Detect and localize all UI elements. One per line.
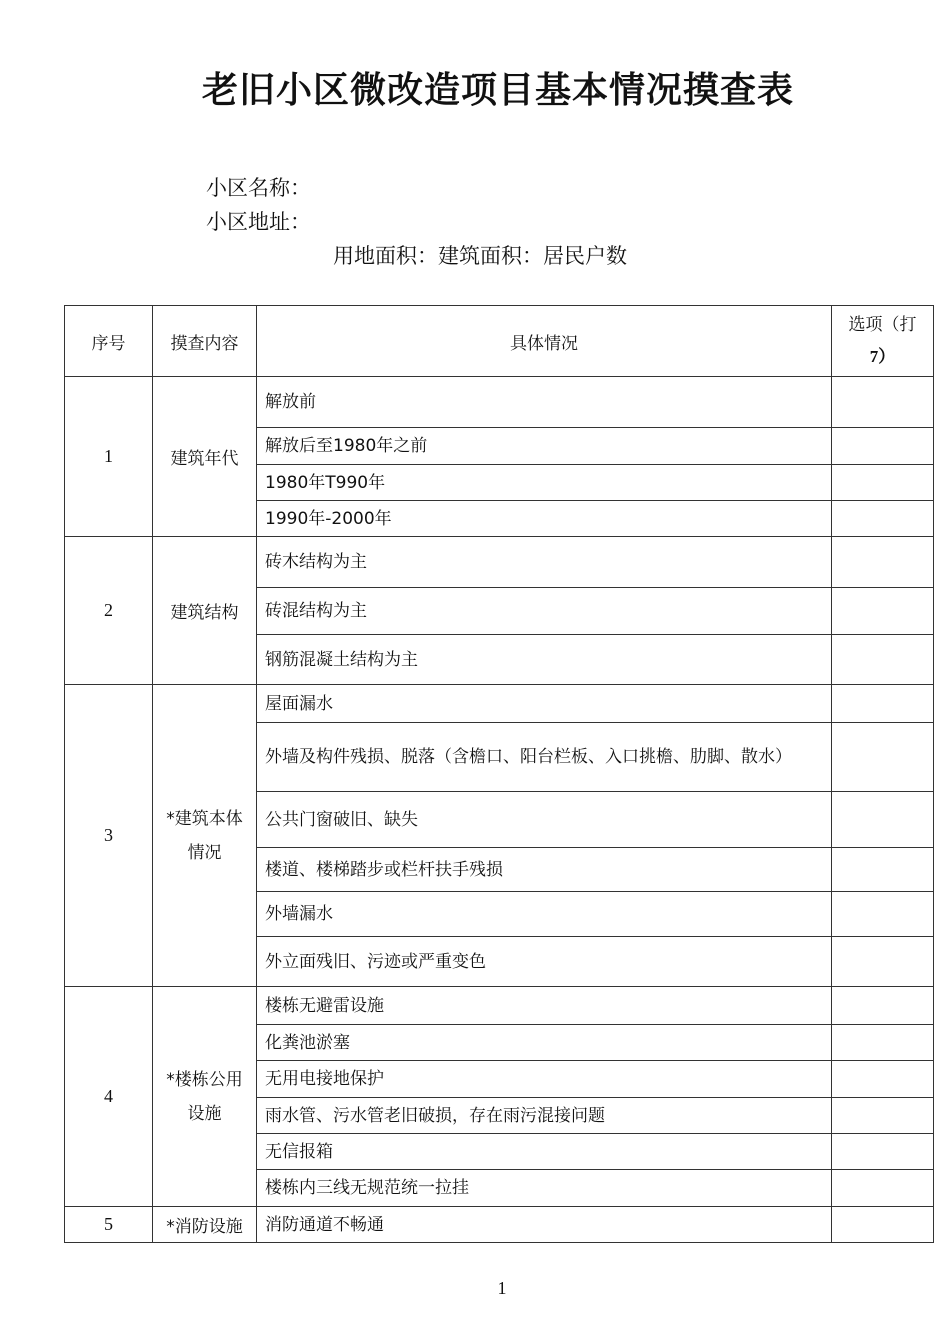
community-name-label: 小区名称： — [206, 176, 311, 200]
header-row — [65, 306, 934, 377]
group-4-category — [153, 987, 257, 1207]
table-row — [65, 1207, 934, 1243]
option-cell[interactable] — [832, 937, 934, 987]
option-cell[interactable] — [832, 1025, 934, 1061]
item-text: 砖混结构为主 — [257, 588, 832, 635]
group-1-no: 1 — [65, 377, 153, 537]
page-number: 1 — [497, 1278, 507, 1298]
option-cell[interactable] — [832, 1061, 934, 1098]
item-text: 砖木结构为主 — [257, 537, 832, 588]
option-cell[interactable] — [832, 792, 934, 848]
option-cell[interactable] — [832, 1098, 934, 1134]
header-detail: 具体情况 — [257, 306, 832, 377]
item-text: 外墙漏水 — [257, 892, 832, 937]
item-text: 1980年T990年 — [257, 465, 832, 501]
item-text: 楼栋无避雷设施 — [257, 987, 832, 1025]
item-text: 无信报箱 — [257, 1134, 832, 1170]
option-cell[interactable] — [832, 377, 934, 428]
community-address-label: 小区地址： — [206, 210, 311, 234]
item-text: 屋面漏水 — [257, 685, 832, 723]
survey-table — [64, 305, 934, 1243]
table-row — [65, 537, 934, 588]
group-3-category-line1: *建筑本体 — [166, 808, 243, 829]
option-cell[interactable] — [832, 987, 934, 1025]
option-cell[interactable] — [832, 428, 934, 465]
option-cell[interactable] — [832, 588, 934, 635]
area-line: 用地面积：建筑面积：居民户数 — [333, 244, 627, 268]
table-row — [65, 377, 934, 428]
item-text: 化粪池淤塞 — [257, 1025, 832, 1061]
option-cell[interactable] — [832, 537, 934, 588]
group-5-category: *消防设施 — [153, 1207, 257, 1243]
header-content: 摸查内容 — [153, 306, 257, 377]
option-cell[interactable] — [832, 723, 934, 792]
group-2-no: 2 — [65, 537, 153, 685]
option-cell[interactable] — [832, 892, 934, 937]
group-1-category: 建筑年代 — [153, 377, 257, 537]
item-text: 1990年-2000年 — [257, 501, 832, 537]
header-no: 序号 — [65, 306, 153, 377]
page-title: 老旧小区微改造项目基本情况摸查表 — [201, 70, 794, 111]
table-row — [65, 987, 934, 1025]
item-text: 外立面残旧、污迹或严重变色 — [257, 937, 832, 987]
table-row — [65, 685, 934, 723]
option-cell[interactable] — [832, 1207, 934, 1243]
option-cell[interactable] — [832, 1134, 934, 1170]
option-cell[interactable] — [832, 465, 934, 501]
group-3-no: 3 — [65, 685, 153, 987]
item-text: 钢筋混凝土结构为主 — [257, 635, 832, 685]
option-cell[interactable] — [832, 501, 934, 537]
item-text: 外墙及构件残损、脱落（含檐口、阳台栏板、入口挑檐、肋脚、散水） — [257, 723, 832, 792]
item-text: 无用电接地保护 — [257, 1061, 832, 1098]
group-2-category: 建筑结构 — [153, 537, 257, 685]
group-3-category — [153, 685, 257, 987]
item-text: 解放前 — [257, 377, 832, 428]
option-cell[interactable] — [832, 1170, 934, 1207]
group-3-category-line2: 情况 — [187, 842, 222, 863]
header-option-line1: 选项（打 — [848, 315, 917, 335]
item-text: 楼道、楼梯踏步或栏杆扶手残损 — [257, 848, 832, 892]
group-4-no: 4 — [65, 987, 153, 1207]
item-text: 消防通道不畅通 — [257, 1207, 832, 1243]
item-text: 楼栋内三线无规范统一拉挂 — [257, 1170, 832, 1207]
item-text: 公共门窗破旧、缺失 — [257, 792, 832, 848]
option-cell[interactable] — [832, 685, 934, 723]
header-option-line2: 7） — [869, 347, 896, 366]
option-cell[interactable] — [832, 848, 934, 892]
group-5-no: 5 — [65, 1207, 153, 1243]
group-4-category-line1: *楼栋公用 — [166, 1069, 243, 1090]
header-option — [832, 306, 934, 377]
option-cell[interactable] — [832, 635, 934, 685]
item-text: 解放后至1980年之前 — [257, 428, 832, 465]
item-text: 雨水管、污水管老旧破损，存在雨污混接问题 — [257, 1098, 832, 1134]
group-4-category-line2: 设施 — [187, 1103, 222, 1124]
